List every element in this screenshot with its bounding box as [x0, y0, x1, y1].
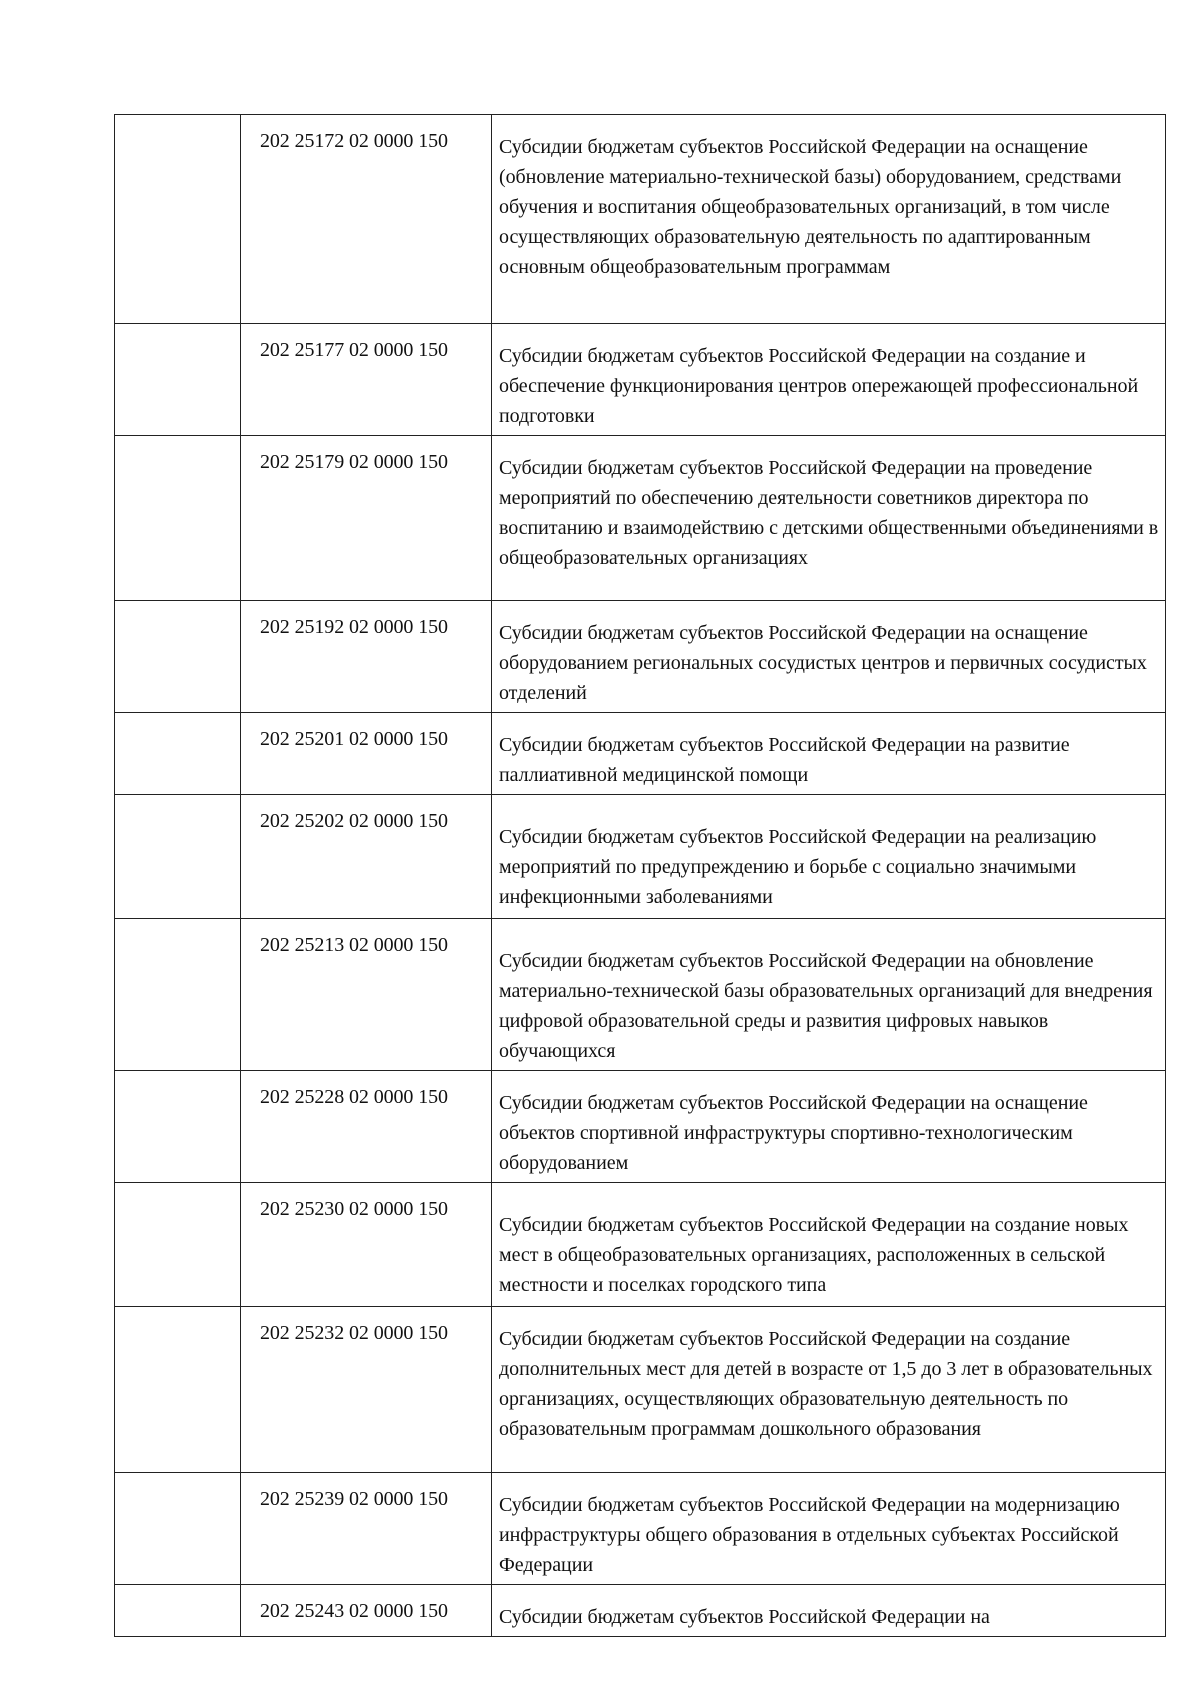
income-code-cell: 202 25201 02 0000 150 — [241, 713, 492, 795]
admin-code-cell — [115, 115, 241, 324]
admin-code-cell — [115, 795, 241, 919]
income-code-cell: 202 25228 02 0000 150 — [241, 1071, 492, 1183]
income-description-cell: Субсидии бюджетам субъектов Российской Федерации на создание и обеспечение функционирования центров опережающей профессиональной подготовки — [492, 324, 1166, 436]
table-row — [115, 919, 1166, 1071]
income-description-cell: Субсидии бюджетам субъектов Российской Федерации на обновление материально-технической базы образовательных организаций для внедрения цифровой образовательной среды и развития цифровых навыков обучающихся — [492, 919, 1166, 1071]
admin-code-cell — [115, 1473, 241, 1585]
income-code-cell: 202 25172 02 0000 150 — [241, 115, 492, 324]
table-row — [115, 1307, 1166, 1473]
table-row — [115, 601, 1166, 713]
income-code-cell: 202 25179 02 0000 150 — [241, 436, 492, 601]
table-row — [115, 436, 1166, 601]
income-code-cell: 202 25202 02 0000 150 — [241, 795, 492, 919]
admin-code-cell — [115, 1071, 241, 1183]
income-description-cell: Субсидии бюджетам субъектов Российской Федерации на — [492, 1585, 1166, 1637]
table-row — [115, 1071, 1166, 1183]
income-description-cell: Субсидии бюджетам субъектов Российской Федерации на создание дополнительных мест для детей в возрасте от 1,5 до 3 лет в образовательных организациях, осуществляющих образовательную деятельность по образовательным программам дошкольного образования — [492, 1307, 1166, 1473]
income-description-cell: Субсидии бюджетам субъектов Российской Федерации на оснащение оборудованием региональных сосудистых центров и первичных сосудистых отделений — [492, 601, 1166, 713]
table-row — [115, 1473, 1166, 1585]
income-description-cell: Субсидии бюджетам субъектов Российской Федерации на проведение мероприятий по обеспечению деятельности советников директора по воспитанию и взаимодействию с детскими общественными объединениями в общеобразовательных организациях — [492, 436, 1166, 601]
income-code-cell: 202 25230 02 0000 150 — [241, 1183, 492, 1307]
table-row — [115, 713, 1166, 795]
admin-code-cell — [115, 1183, 241, 1307]
income-code-cell: 202 25239 02 0000 150 — [241, 1473, 492, 1585]
table-row — [115, 795, 1166, 919]
income-code-cell: 202 25213 02 0000 150 — [241, 919, 492, 1071]
income-code-cell: 202 25192 02 0000 150 — [241, 601, 492, 713]
table-row — [115, 1585, 1166, 1637]
admin-code-cell — [115, 1307, 241, 1473]
budget-classification-table — [114, 114, 1166, 1637]
table-row — [115, 115, 1166, 324]
admin-code-cell — [115, 601, 241, 713]
income-description-cell: Субсидии бюджетам субъектов Российской Федерации на создание новых мест в общеобразовательных организациях, расположенных в сельской местности и поселках городского типа — [492, 1183, 1166, 1307]
income-description-cell: Субсидии бюджетам субъектов Российской Федерации на реализацию мероприятий по предупреждению и борьбе с социально значимыми инфекционными заболеваниями — [492, 795, 1166, 919]
income-code-cell: 202 25232 02 0000 150 — [241, 1307, 492, 1473]
admin-code-cell — [115, 713, 241, 795]
admin-code-cell — [115, 324, 241, 436]
income-description-cell: Субсидии бюджетам субъектов Российской Федерации на развитие паллиативной медицинской помощи — [492, 713, 1166, 795]
income-description-cell: Субсидии бюджетам субъектов Российской Федерации на оснащение объектов спортивной инфраструктуры спортивно-технологическим оборудованием — [492, 1071, 1166, 1183]
income-description-cell: Субсидии бюджетам субъектов Российской Федерации на оснащение (обновление материально-технической базы) оборудованием, средствами обучения и воспитания общеобразовательных организаций, в том числе осуществляющих образовательную деятельность по адаптированным основным общеобразовательным программам — [492, 115, 1166, 324]
table-row — [115, 324, 1166, 436]
admin-code-cell — [115, 436, 241, 601]
admin-code-cell — [115, 1585, 241, 1637]
table-row — [115, 1183, 1166, 1307]
income-code-cell: 202 25177 02 0000 150 — [241, 324, 492, 436]
admin-code-cell — [115, 919, 241, 1071]
income-code-cell: 202 25243 02 0000 150 — [241, 1585, 492, 1637]
income-description-cell: Субсидии бюджетам субъектов Российской Федерации на модернизацию инфраструктуры общего образования в отдельных субъектах Российской Федерации — [492, 1473, 1166, 1585]
